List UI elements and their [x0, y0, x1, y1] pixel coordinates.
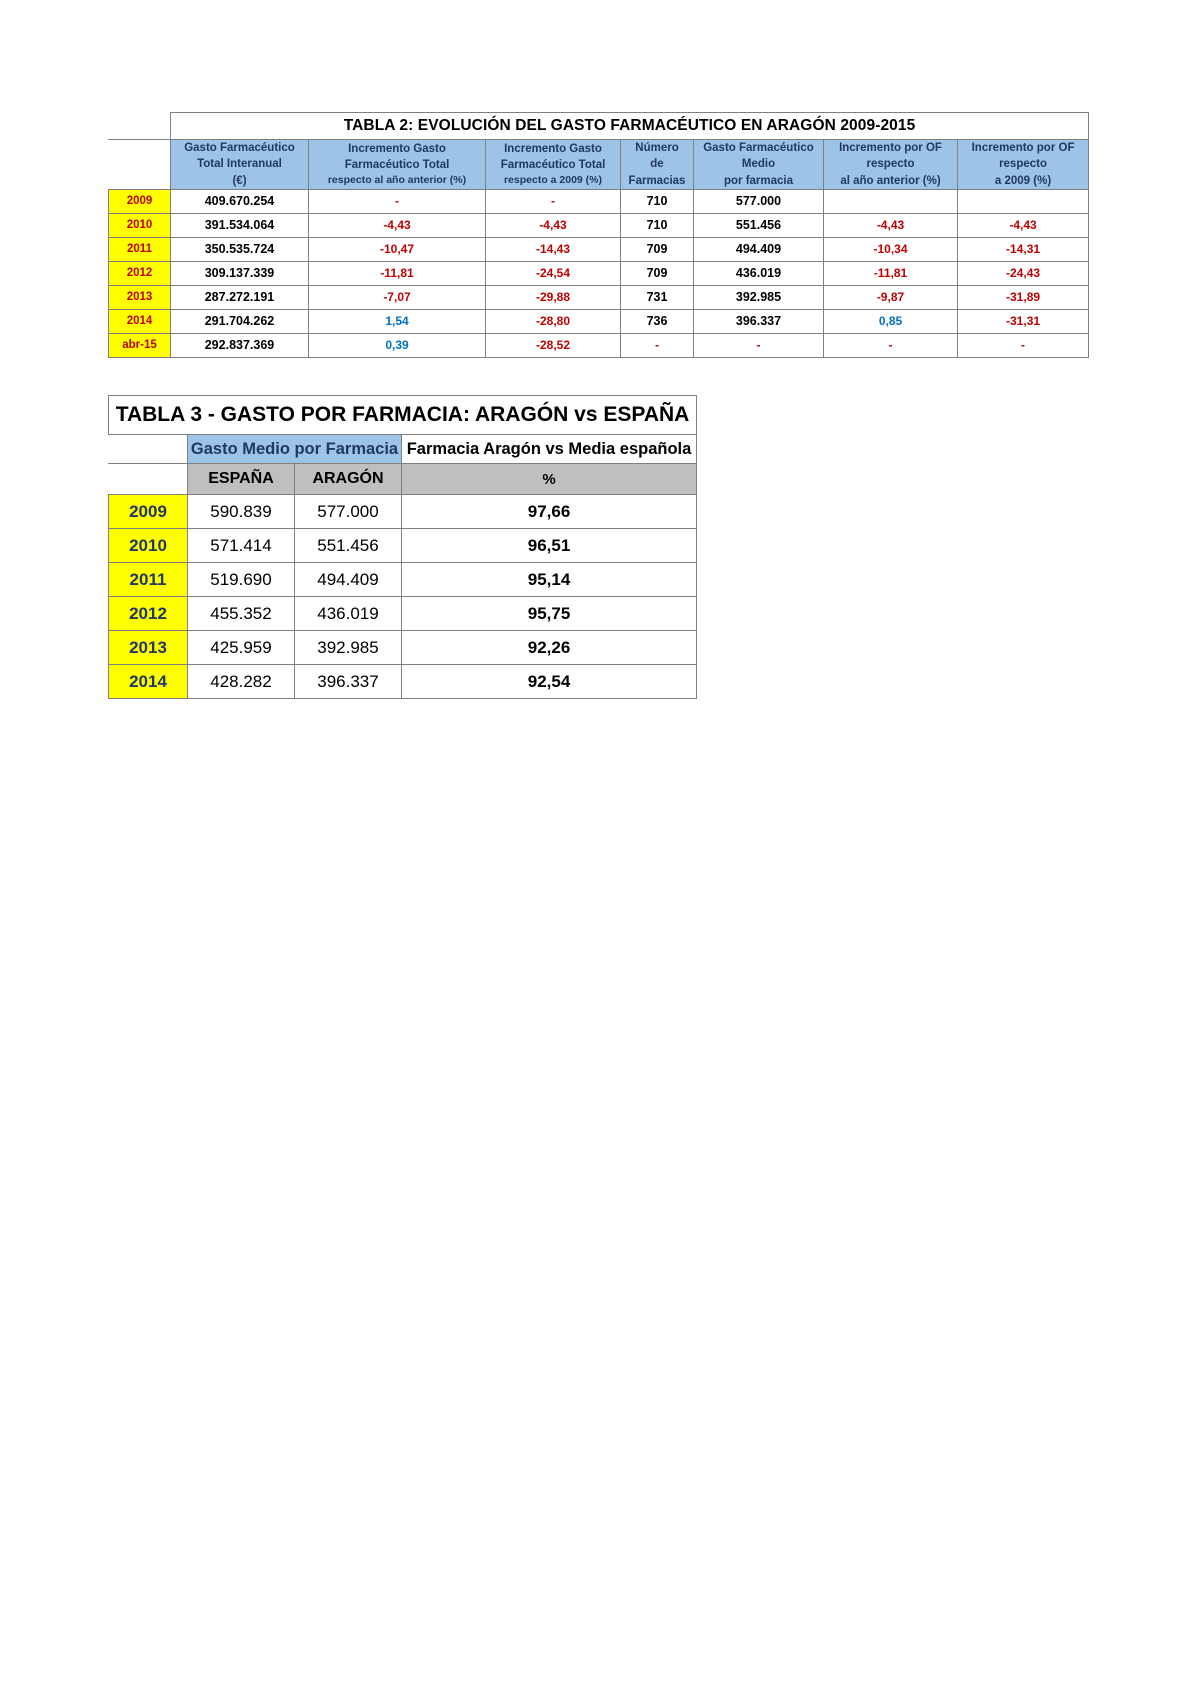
- table3-cell-percent: 97,66: [402, 495, 697, 529]
- table2-cell: 409.670.254: [171, 189, 309, 213]
- table3-cell-percent: 95,14: [402, 563, 697, 597]
- table2-cell: -4,43: [824, 213, 958, 237]
- table2-cell: -28,80: [486, 309, 621, 333]
- table-row: [109, 563, 697, 597]
- table2-row-year: 2009: [109, 189, 171, 213]
- table2-cell: -10,34: [824, 237, 958, 261]
- table3-row-year: 2012: [109, 597, 188, 631]
- table3-row-year: 2009: [109, 495, 188, 529]
- table3-cell-espana: 455.352: [188, 597, 295, 631]
- table2-cell: 0,85: [824, 309, 958, 333]
- table2-cell: 292.837.369: [171, 333, 309, 357]
- table2-cell: -9,87: [824, 285, 958, 309]
- table3-group-header-row: [109, 435, 697, 464]
- table2-container: [108, 112, 1088, 358]
- table2-cell: 309.137.339: [171, 261, 309, 285]
- table-row: [109, 285, 1089, 309]
- table-row: [109, 631, 697, 665]
- table3-subheader-row: [109, 464, 697, 495]
- table3-cell-aragon: 396.337: [295, 665, 402, 699]
- table-evolucion-gasto-farmaceutico: [108, 112, 1089, 358]
- table2-cell: -29,88: [486, 285, 621, 309]
- table2-header-gasto-medio: [694, 140, 824, 190]
- table2-cell: -11,81: [824, 261, 958, 285]
- table3-cell-espana: 428.282: [188, 665, 295, 699]
- table3-cell-espana: 519.690: [188, 563, 295, 597]
- header-line-1: Número: [635, 142, 679, 154]
- table2-cell: 436.019: [694, 261, 824, 285]
- header-line-3: respecto al año anterior (%): [327, 174, 467, 187]
- table3-cell-percent: 96,51: [402, 529, 697, 563]
- table-row: [109, 665, 697, 699]
- table2-cell: 0,39: [309, 333, 486, 357]
- header-line-2: respecto: [999, 158, 1047, 171]
- table2-title-row: [109, 113, 1089, 140]
- header-line-3: por farmacia: [723, 174, 794, 187]
- table2-cell: -4,43: [309, 213, 486, 237]
- table2-cell: -: [621, 333, 694, 357]
- table-row: [109, 333, 1089, 357]
- header-line-3: a 2009 (%): [994, 174, 1052, 187]
- table2-cell: -: [958, 333, 1089, 357]
- table3-row-year: 2011: [109, 563, 188, 597]
- table2-cell: 350.535.724: [171, 237, 309, 261]
- table3-cell-percent: 92,26: [402, 631, 697, 665]
- table2-cell: -28,52: [486, 333, 621, 357]
- table3-cell-espana: 590.839: [188, 495, 295, 529]
- table2-cell: -10,47: [309, 237, 486, 261]
- table3-cell-aragon: 551.456: [295, 529, 402, 563]
- table2-header-of-2009: [958, 140, 1089, 190]
- table3-cell-espana: 425.959: [188, 631, 295, 665]
- table2-cell: -4,43: [958, 213, 1089, 237]
- table2-cell: 731: [621, 285, 694, 309]
- table2-cell: -14,31: [958, 237, 1089, 261]
- table2-cell: 577.000: [694, 189, 824, 213]
- table3-group-header-gasto-medio: Gasto Medio por Farmacia: [188, 435, 402, 464]
- header-line-2: de: [650, 158, 664, 171]
- table3-cell-aragon: 392.985: [295, 631, 402, 665]
- table2-cell: 736: [621, 309, 694, 333]
- table3-cell-aragon: 494.409: [295, 563, 402, 597]
- table2-row-year: 2010: [109, 213, 171, 237]
- table2-cell: [824, 189, 958, 213]
- table3-cell-percent: 95,75: [402, 597, 697, 631]
- table2-header-gasto-total: [171, 140, 309, 190]
- table-row: [109, 495, 697, 529]
- table3-cell-aragon: 436.019: [295, 597, 402, 631]
- table2-cell: -11,81: [309, 261, 486, 285]
- table3-container: [108, 395, 696, 699]
- table2-corner-cell: [109, 113, 171, 140]
- table3-group-header-comparativa: Farmacia Aragón vs Media española: [402, 435, 697, 464]
- table2-cell: 551.456: [694, 213, 824, 237]
- table2-cell: 392.985: [694, 285, 824, 309]
- table3-subheader-aragon: ARAGÓN: [295, 464, 402, 495]
- table3-cell-espana: 571.414: [188, 529, 295, 563]
- table2-cell: -: [824, 333, 958, 357]
- table3-cell-percent: 92,54: [402, 665, 697, 699]
- table-row: [109, 237, 1089, 261]
- header-line-1: Incremento por OF: [971, 142, 1075, 154]
- header-line-2: Medio: [741, 158, 776, 171]
- table3-title: TABLA 3 - GASTO POR FARMACIA: ARAGÓN vs ESPAÑA: [109, 396, 697, 435]
- table2-cell: 709: [621, 237, 694, 261]
- table2-cell: -14,43: [486, 237, 621, 261]
- table2-row-year: 2014: [109, 309, 171, 333]
- header-line-1: Incremento Gasto: [348, 142, 446, 155]
- table2-header-incremento-anterior: [309, 140, 486, 190]
- table2-row-year: 2011: [109, 237, 171, 261]
- header-line-1: Incremento Gasto: [504, 142, 602, 155]
- table3-row-year: 2014: [109, 665, 188, 699]
- header-line-2: Farmacéutico Total: [500, 159, 606, 172]
- table2-header-incremento-2009: [486, 140, 621, 190]
- table2-cell: -31,31: [958, 309, 1089, 333]
- table-row: [109, 261, 1089, 285]
- table3-row-year: 2013: [109, 631, 188, 665]
- table3-title-row: [109, 396, 697, 435]
- header-line-1: Gasto Farmacéutico: [703, 142, 814, 154]
- header-line-3: respecto a 2009 (%): [503, 174, 603, 187]
- table3-corner-cell: [109, 435, 188, 464]
- header-line-2: respecto: [866, 158, 915, 171]
- table-row: [109, 529, 697, 563]
- table3-subheader-corner: [109, 464, 188, 495]
- table2-cell: 1,54: [309, 309, 486, 333]
- table2-cell: 391.534.064: [171, 213, 309, 237]
- table2-cell: 287.272.191: [171, 285, 309, 309]
- table2-cell: -4,43: [486, 213, 621, 237]
- table2-cell: -: [694, 333, 824, 357]
- table3-row-year: 2010: [109, 529, 188, 563]
- table2-row-year: abr-15: [109, 333, 171, 357]
- table2-cell: 494.409: [694, 237, 824, 261]
- table2-header-of-anterior: [824, 140, 958, 190]
- header-line-2: Farmacéutico Total: [344, 159, 450, 172]
- table2-cell: -31,89: [958, 285, 1089, 309]
- table-row: [109, 189, 1089, 213]
- table2-row-year: 2013: [109, 285, 171, 309]
- table2-cell: -: [309, 189, 486, 213]
- table3-subheader-percent: %: [402, 464, 697, 495]
- header-line-1: Incremento por OF: [839, 142, 942, 154]
- table-row: [109, 213, 1089, 237]
- table2-cell: -: [486, 189, 621, 213]
- table2-cell: 710: [621, 213, 694, 237]
- table2-cell: -24,54: [486, 261, 621, 285]
- table-row: [109, 597, 697, 631]
- header-line-3: al año anterior (%): [840, 174, 941, 187]
- header-line-1: Gasto Farmacéutico: [184, 142, 295, 154]
- table3-subheader-espana: ESPAÑA: [188, 464, 295, 495]
- table2-row-year: 2012: [109, 261, 171, 285]
- table2-cell: -24,43: [958, 261, 1089, 285]
- table-gasto-por-farmacia: [108, 395, 697, 699]
- header-line-2: Total Interanual: [197, 158, 282, 171]
- table2-cell: 710: [621, 189, 694, 213]
- table2-title: TABLA 2: EVOLUCIÓN DEL GASTO FARMACÉUTICO EN ARAGÓN 2009-2015: [171, 113, 1089, 140]
- header-line-3: Farmacias: [628, 174, 686, 187]
- table2-cell: 709: [621, 261, 694, 285]
- table2-header-numero-farmacias: [621, 140, 694, 190]
- table2-header-row: [109, 140, 1089, 190]
- table2-cell: 291.704.262: [171, 309, 309, 333]
- table2-header-corner: [109, 140, 171, 190]
- table2-cell: -7,07: [309, 285, 486, 309]
- table3-cell-aragon: 577.000: [295, 495, 402, 529]
- table2-cell: 396.337: [694, 309, 824, 333]
- table-row: [109, 309, 1089, 333]
- table2-cell: [958, 189, 1089, 213]
- header-line-3: (€): [232, 174, 247, 187]
